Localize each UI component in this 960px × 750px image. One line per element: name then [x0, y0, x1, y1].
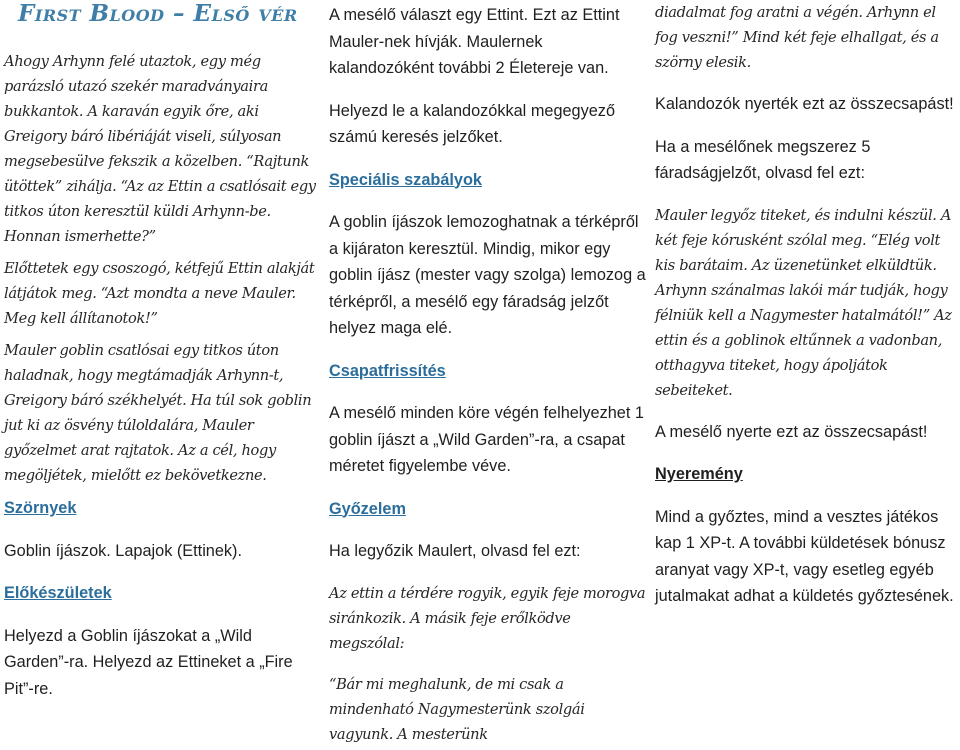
victory-text: Ha legyőzik Maulert, olvasd fel ezt:: [329, 542, 581, 560]
column-2: [329, 0, 647, 747]
column-1: [4, 0, 320, 702]
mauler-selection-text: A mesélő választ egy Ettint. Ezt az Ettint Mauler-nek hívják. Maulernek kalandozóként további 2 Életereje van.: [329, 6, 620, 77]
victory-quote-2: “Bár mi meghalunk, de mi csak a mindenható Nagymesterünk szolgái vagyunk. A mesterünk: [329, 675, 585, 743]
victory-quote-continued: diadalmat fog aratni a végén. Arhynn el fog veszni!” Mind két feje elhallgat, és a szörny elesik.: [655, 4, 939, 71]
search-tokens-text: Helyezd le a kalandozókkal megegyező számú keresés jelzőket.: [329, 101, 615, 146]
special-rules-heading: Speciális szabályok: [329, 170, 482, 189]
victory-quote-1: Az ettin a térdére rogyik, egyik feje morogva siránkozik. A másik feje erőlködve megszólal:: [329, 584, 646, 652]
fatigue-condition-text: Ha a mesélőnek megszerez 5 fáradságjelzőt, olvasd fel ezt:: [655, 137, 871, 182]
reinforcement-text: A mesélő minden köre végén felhelyezhet 1 goblin íjászt a „Wild Garden”-ra, a csapat méretet figyelembe véve.: [329, 404, 644, 475]
reward-text: Mind a győztes, mind a vesztes játékos kap 1 XP-t. A további küldetések bónusz aranyat vagy XP-t, vagy esetleg egyéb jutalmakat adhat a küldetés győztesének.: [655, 507, 954, 605]
preparation-heading: Előkészületek: [4, 584, 112, 602]
overlord-win-text: A mesélő nyerte ezt az összecsapást!: [655, 422, 928, 441]
reward-heading: Nyeremény: [655, 465, 743, 483]
intro-paragraph: Ahogy Arhynn felé utaztok, egy még parázsló utazó szekér maradványaira bukkantok. A karaván egyik őre, aki Greigory báró libériáját viseli, súlyosan megsebesülve fekszik a közelben. “Rajtunk ütöttek” zihálja. “Az az Ettin a csatlósait egy titkos úton keresztül küldi Arhynn-be. Honnan ismerhette?”: [4, 53, 316, 245]
column-3: [655, 0, 960, 610]
ettin-paragraph: Előttetek egy csoszogó, kétfejű Ettin alakját látjátok meg. “Azt mondta a neve Mauler. Meg kell állítanotok!”: [4, 260, 315, 327]
page-title: First Blood – Első vér: [18, 0, 298, 27]
reinforcement-heading: Csapatfrissítés: [329, 361, 446, 380]
monsters-heading: Szörnyek: [4, 499, 77, 517]
victory-heading: Győzelem: [329, 499, 406, 518]
defeat-quote: Mauler legyőz titeket, és indulni készül. A két feje kórusként szólal meg. “Elég volt kis barátaim. Az üzenetünket elküldtük. Arhynn szánalmas lakói már tudják, hogy félniük kell a Nagymester hatalmától!” Az ettin és a goblinok eltűnnek a vadonban, otthagyva titeket, hogy ápoljátok sebeiteket.: [655, 206, 952, 399]
monsters-text: Goblin íjászok. Lapajok (Ettinek).: [4, 541, 243, 560]
special-rules-text: A goblin íjászok lemozoghatnak a térképről a kijáraton keresztül. Mindig, mikor egy goblin íjász (mester vagy szolga) lemozog a térképről, a mesélő egy fáradság jelzőt helyez maga elé.: [329, 213, 646, 337]
preparation-text: Helyezd a Goblin íjászokat a „Wild Garden”-ra. Helyezd az Ettineket a „Fire Pit”-re.: [4, 626, 293, 698]
adventurers-win-text: Kalandozók nyerték ezt az összecsapást!: [655, 95, 954, 113]
mauler-paragraph: Mauler goblin csatlósai egy titkos úton haladnak, hogy megtámadják Arhynn-t, Greigory báró székhelyét. Ha túl sok goblin jut ki az ösvény túloldalára, Mauler győzelmet arat rajtatok. Az a cél, hogy megöljétek, mielőtt ez bekövetkezne.: [4, 342, 312, 484]
